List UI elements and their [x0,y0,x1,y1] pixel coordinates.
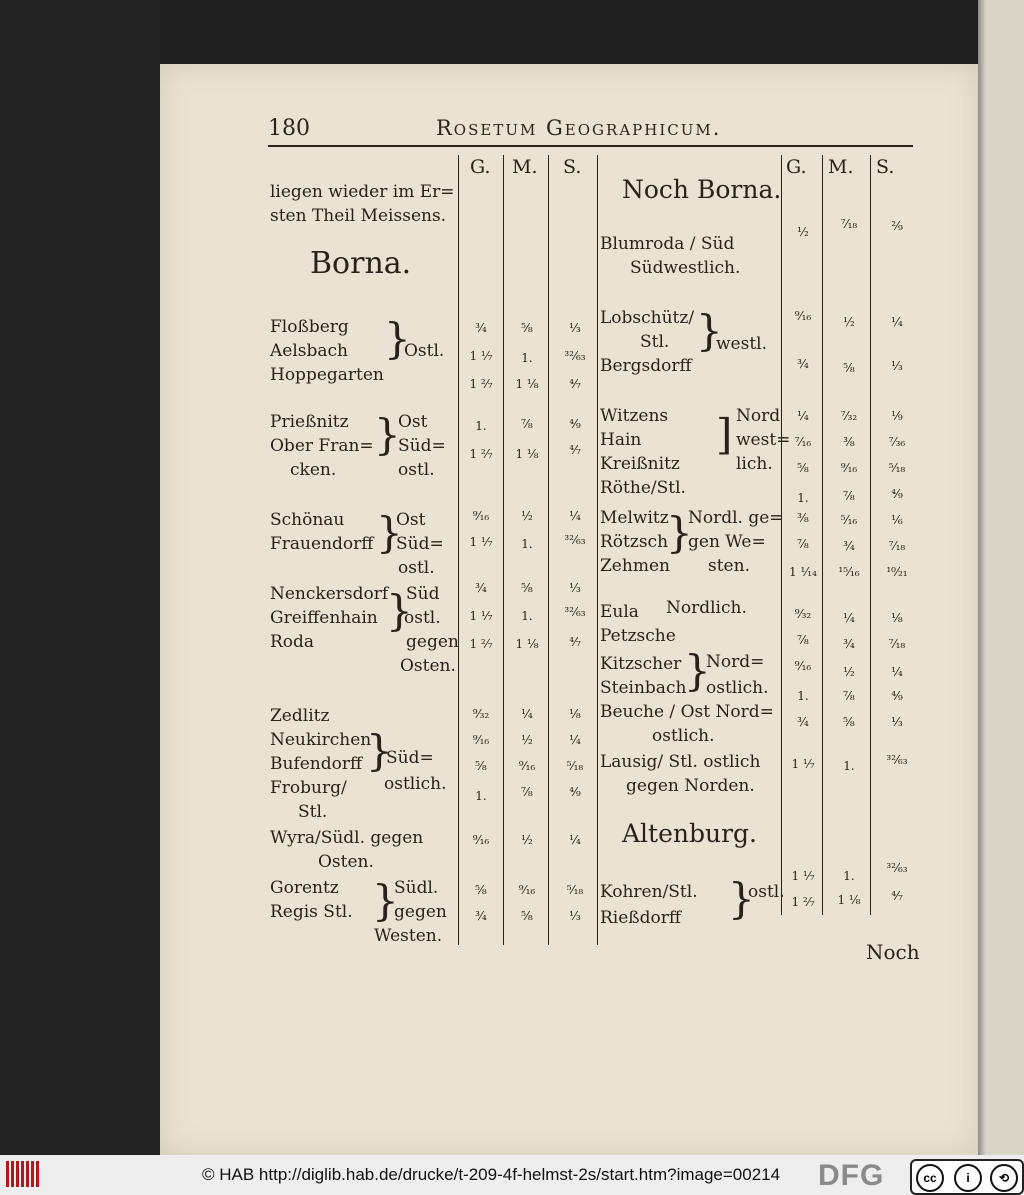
direction: Nordlich. [666,598,747,618]
attribution-icon: i [954,1164,982,1192]
direction: Nord [736,406,781,426]
place: Bufendorff [270,754,363,774]
distance-value: ¼ [891,665,903,679]
hab-logo-icon[interactable] [6,1161,46,1189]
distance-value: ¾ [797,715,809,729]
distance-value: ⁷⁄₁₆ [794,435,812,449]
column-rule [597,155,598,945]
column-rule [503,155,504,945]
distance-value: ⅓ [891,715,903,729]
place: Kitzscher [600,654,682,674]
distance-value: ⁹⁄₃₂ [472,707,490,721]
distance-value: ³²⁄₆₃ [886,861,908,875]
place: Rötzsch [600,532,669,552]
place: Schönau [270,510,345,530]
distance-value: 1. [475,419,487,433]
distance-value: 1 ²⁄₇ [469,637,493,651]
distance-value: ¾ [475,321,487,335]
place: Regis Stl. [270,902,353,922]
distance-value: ⁷⁄₃₂ [840,409,858,423]
distance-value: ⅝ [521,581,533,595]
distance-value: ½ [521,733,533,747]
direction: ostl. [748,882,785,902]
col-head-m-right: M. [828,156,854,178]
cc-icon: cc [916,1164,944,1192]
distance-value: ⅝ [797,461,809,475]
distance-value: 1. [521,537,533,551]
share-alike-icon: ⟲ [990,1164,1018,1192]
distance-value: ¾ [843,637,855,651]
distance-value: ⅞ [843,689,855,703]
direction: Osten. [400,656,456,676]
place: Greiffenhain [270,608,378,628]
direction: westl. [716,334,768,354]
distance-value: ⅝ [521,321,533,335]
distance-value: ⁵⁄₁₈ [888,461,906,475]
direction: lich. [736,454,773,474]
place: Gorentz [270,878,339,898]
distance-value: 1 ⅐ [469,349,493,363]
brace: } [386,586,413,635]
catchword: Noch [866,940,920,964]
next-page-edge [978,0,1024,1155]
place: Rießdorff [600,908,681,928]
viewer-footer [0,1155,1024,1195]
place: Steinbach [600,678,687,698]
place: Frauendorff [270,534,374,554]
place: Lausig/ Stl. ostlich [600,752,761,772]
distance-value: ⅞ [843,489,855,503]
distance-value: ⅑ [891,409,903,423]
distance-value: ¾ [843,539,855,553]
distance-value: ⁵⁄₁₈ [566,883,584,897]
column-rule [870,155,871,915]
brace: } [372,876,399,925]
distance-value: ¼ [569,509,581,523]
distance-value: ⁹⁄₁₆ [794,659,812,673]
column-rule [781,155,782,915]
distance-value: ⁷⁄₁₈ [888,637,906,651]
distance-value: ³²⁄₆₃ [564,533,586,547]
direction: ostl. [398,558,435,578]
viewer-background [0,0,160,1155]
place: Floßberg [270,317,349,337]
distance-value: 1. [797,689,809,703]
distance-value: 1 ¹⁄₁₄ [789,565,817,579]
distance-value: 1 ²⁄₇ [469,377,493,391]
distance-value: ⁹⁄₁₆ [472,733,490,747]
place: Petzsche [600,626,676,646]
dfg-logo[interactable]: DFG [818,1159,885,1192]
place: Osten. [318,852,374,872]
distance-value: ⁹⁄₁₆ [472,833,490,847]
place: Stl. [298,802,328,822]
distance-value: ⅜ [797,511,809,525]
distance-value: ⅓ [569,581,581,595]
distance-value: ⅓ [569,909,581,923]
cc-license-badge[interactable] [910,1159,1024,1195]
section-title-borna: Borna. [310,246,412,281]
place: Roda [270,632,315,652]
brace: } [666,508,693,557]
place: Neukirchen [270,730,372,750]
distance-value: ⁹⁄₃₂ [794,607,812,621]
distance-value: 1. [475,789,487,803]
place: Hain [600,430,642,450]
distance-value: ¼ [843,611,855,625]
direction: Südl. [394,878,439,898]
place: Zehmen [600,556,670,576]
distance-value: ¹⁵⁄₁₆ [838,565,860,579]
distance-value: ⁹⁄₁₆ [518,759,536,773]
direction: Ostl. [404,341,445,361]
distance-value: 1 ⅛ [837,893,861,907]
section-title-altenburg: Altenburg. [622,819,757,848]
distance-value: ³²⁄₆₃ [886,753,908,767]
place: Aelsbach [270,341,348,361]
col-head-m-left: M. [512,156,538,178]
place: Zedlitz [270,706,330,726]
distance-value: ²⁄₉ [891,219,903,233]
direction: Süd [406,584,440,604]
place: Kreißnitz [600,454,680,474]
distance-value: ¼ [797,409,809,423]
distance-value: ⁴⁄₇ [569,443,581,457]
running-title: Rosetum Geographicum. [436,116,722,140]
place: Röthe/Stl. [600,478,686,498]
distance-value: 1 ⅐ [469,535,493,549]
page-header [268,116,918,146]
col-head-s-right: S. [876,156,895,178]
distance-value: ³²⁄₆₃ [564,349,586,363]
col-head-s-left: S. [563,156,582,178]
direction: Süd= [396,534,444,554]
distance-value: ⅝ [843,361,855,375]
place: Ober Fran= [270,436,374,456]
distance-value: ⅝ [475,759,487,773]
place: Stl. [640,332,670,352]
distance-value: ⅙ [891,513,903,527]
place: Blumroda / Süd [600,234,735,254]
place: Prießnitz [270,412,349,432]
distance-value: ⅞ [521,417,533,431]
distance-value: ½ [521,509,533,523]
place: cken. [290,460,337,480]
distance-value: 1 ⅐ [469,609,493,623]
distance-value: ½ [521,833,533,847]
distance-value: ⁴⁄₇ [569,377,581,391]
distance-value: ¾ [475,909,487,923]
column-rule [822,155,823,915]
distance-value: 1 ²⁄₇ [791,895,815,909]
direction: ostl. [404,608,441,628]
source-citation-link[interactable]: © HAB http://diglib.hab.de/drucke/t-209-4f-helmst-2s/start.htm?image=00214 [202,1165,781,1184]
distance-value: ⅛ [891,611,903,625]
column-rule [458,155,459,945]
col-head-g-left: G. [470,156,491,178]
place: Bergsdorff [600,356,692,376]
distance-value: ¼ [521,707,533,721]
distance-value: ¾ [797,357,809,371]
distance-value: ⅛ [569,707,581,721]
distance-value: ³²⁄₆₃ [564,605,586,619]
direction: Süd= [398,436,446,456]
distance-value: ⅝ [475,883,487,897]
distance-value: 1 ²⁄₇ [469,447,493,461]
distance-value: ⁹⁄₁₆ [794,309,812,323]
column-rule [548,155,549,945]
intro-line-1: liegen wieder im Er= [270,182,455,202]
direction: west= [736,430,791,450]
distance-value: 1 ⅐ [791,757,815,771]
place: Melwitz [600,508,669,528]
place: Eula [600,602,639,622]
direction: Süd= [386,748,434,768]
direction: Ost [398,412,428,432]
distance-value: ¼ [569,833,581,847]
place: Hoppegarten [270,365,384,385]
distance-value: 1. [843,869,855,883]
brace: } [376,508,403,557]
header-rule [268,145,913,147]
place: Südwestlich. [630,258,741,278]
distance-value: ¹⁰⁄₂₁ [886,565,908,579]
distance-value: 1 ⅐ [791,869,815,883]
direction: Nord= [706,652,765,672]
brace: } [728,874,755,923]
distance-value: ⁵⁄₁₆ [840,513,858,527]
place: Froburg/ [270,778,347,798]
distance-value: ⅞ [797,633,809,647]
distance-value: 1 ⅛ [515,637,539,651]
direction: Nordl. ge= [688,508,784,528]
distance-value: ⁵⁄₁₈ [566,759,584,773]
distance-value: ⁷⁄₃₆ [888,435,906,449]
distance-value: ½ [843,315,855,329]
place: ostlich. [652,726,715,746]
distance-value: ⁹⁄₁₆ [840,461,858,475]
direction: gen We= [688,532,766,552]
distance-value: ⅓ [891,359,903,373]
distance-value: ⁴⁄₉ [891,689,903,703]
distance-value: ⁴⁄₇ [569,635,581,649]
distance-value: ⁹⁄₁₆ [518,883,536,897]
distance-value: ⅞ [797,537,809,551]
place: Beuche / Ost Nord= [600,702,774,722]
direction: Ost [396,510,426,530]
distance-value: ⁴⁄₉ [891,487,903,501]
place: gegen Norden. [626,776,755,796]
brace: } [684,646,711,695]
direction: ostlich. [384,774,447,794]
direction: sten. [708,556,750,576]
distance-value: ⅜ [843,435,855,449]
intro-line-2: sten Theil Meissens. [270,206,447,226]
page-number: 180 [268,116,310,141]
distance-value: ½ [843,665,855,679]
brace: } [696,306,723,355]
distance-value: ⅝ [521,909,533,923]
distance-value: ⅝ [843,715,855,729]
distance-value: ¼ [891,315,903,329]
distance-value: ⁹⁄₁₆ [472,509,490,523]
distance-value: 1 ⅛ [515,447,539,461]
distance-value: ⁷⁄₁₈ [840,217,858,231]
section-title-noch-borna: Noch Borna. [622,175,782,204]
distance-value: ⁴⁄₉ [569,417,581,431]
distance-value: 1. [521,609,533,623]
place: Wyra/Südl. gegen [270,828,424,848]
brace: } [366,726,393,775]
brace: ] [716,410,733,459]
distance-value: ⁷⁄₁₈ [888,539,906,553]
distance-value: ⁴⁄₇ [891,889,903,903]
place: Nenckersdorf [270,584,389,604]
distance-value: 1. [797,491,809,505]
place: Lobschütz/ [600,308,695,328]
distance-value: ¾ [475,581,487,595]
distance-value: ⁴⁄₉ [569,785,581,799]
direction: ostlich. [706,678,769,698]
place: Kohren/Stl. [600,882,698,902]
brace: } [384,314,411,363]
distance-value: ¼ [569,733,581,747]
brace: } [374,410,401,459]
distance-value: ½ [797,225,809,239]
distance-value: 1. [521,351,533,365]
direction: Westen. [374,926,443,946]
col-head-g-right: G. [786,156,807,178]
direction: gegen [406,632,459,652]
distance-value: 1. [843,759,855,773]
distance-value: ⅓ [569,321,581,335]
distance-value: 1 ⅛ [515,377,539,391]
distance-value: ⅞ [521,785,533,799]
direction: gegen [394,902,447,922]
place: Witzens [600,406,669,426]
direction: ostl. [398,460,435,480]
